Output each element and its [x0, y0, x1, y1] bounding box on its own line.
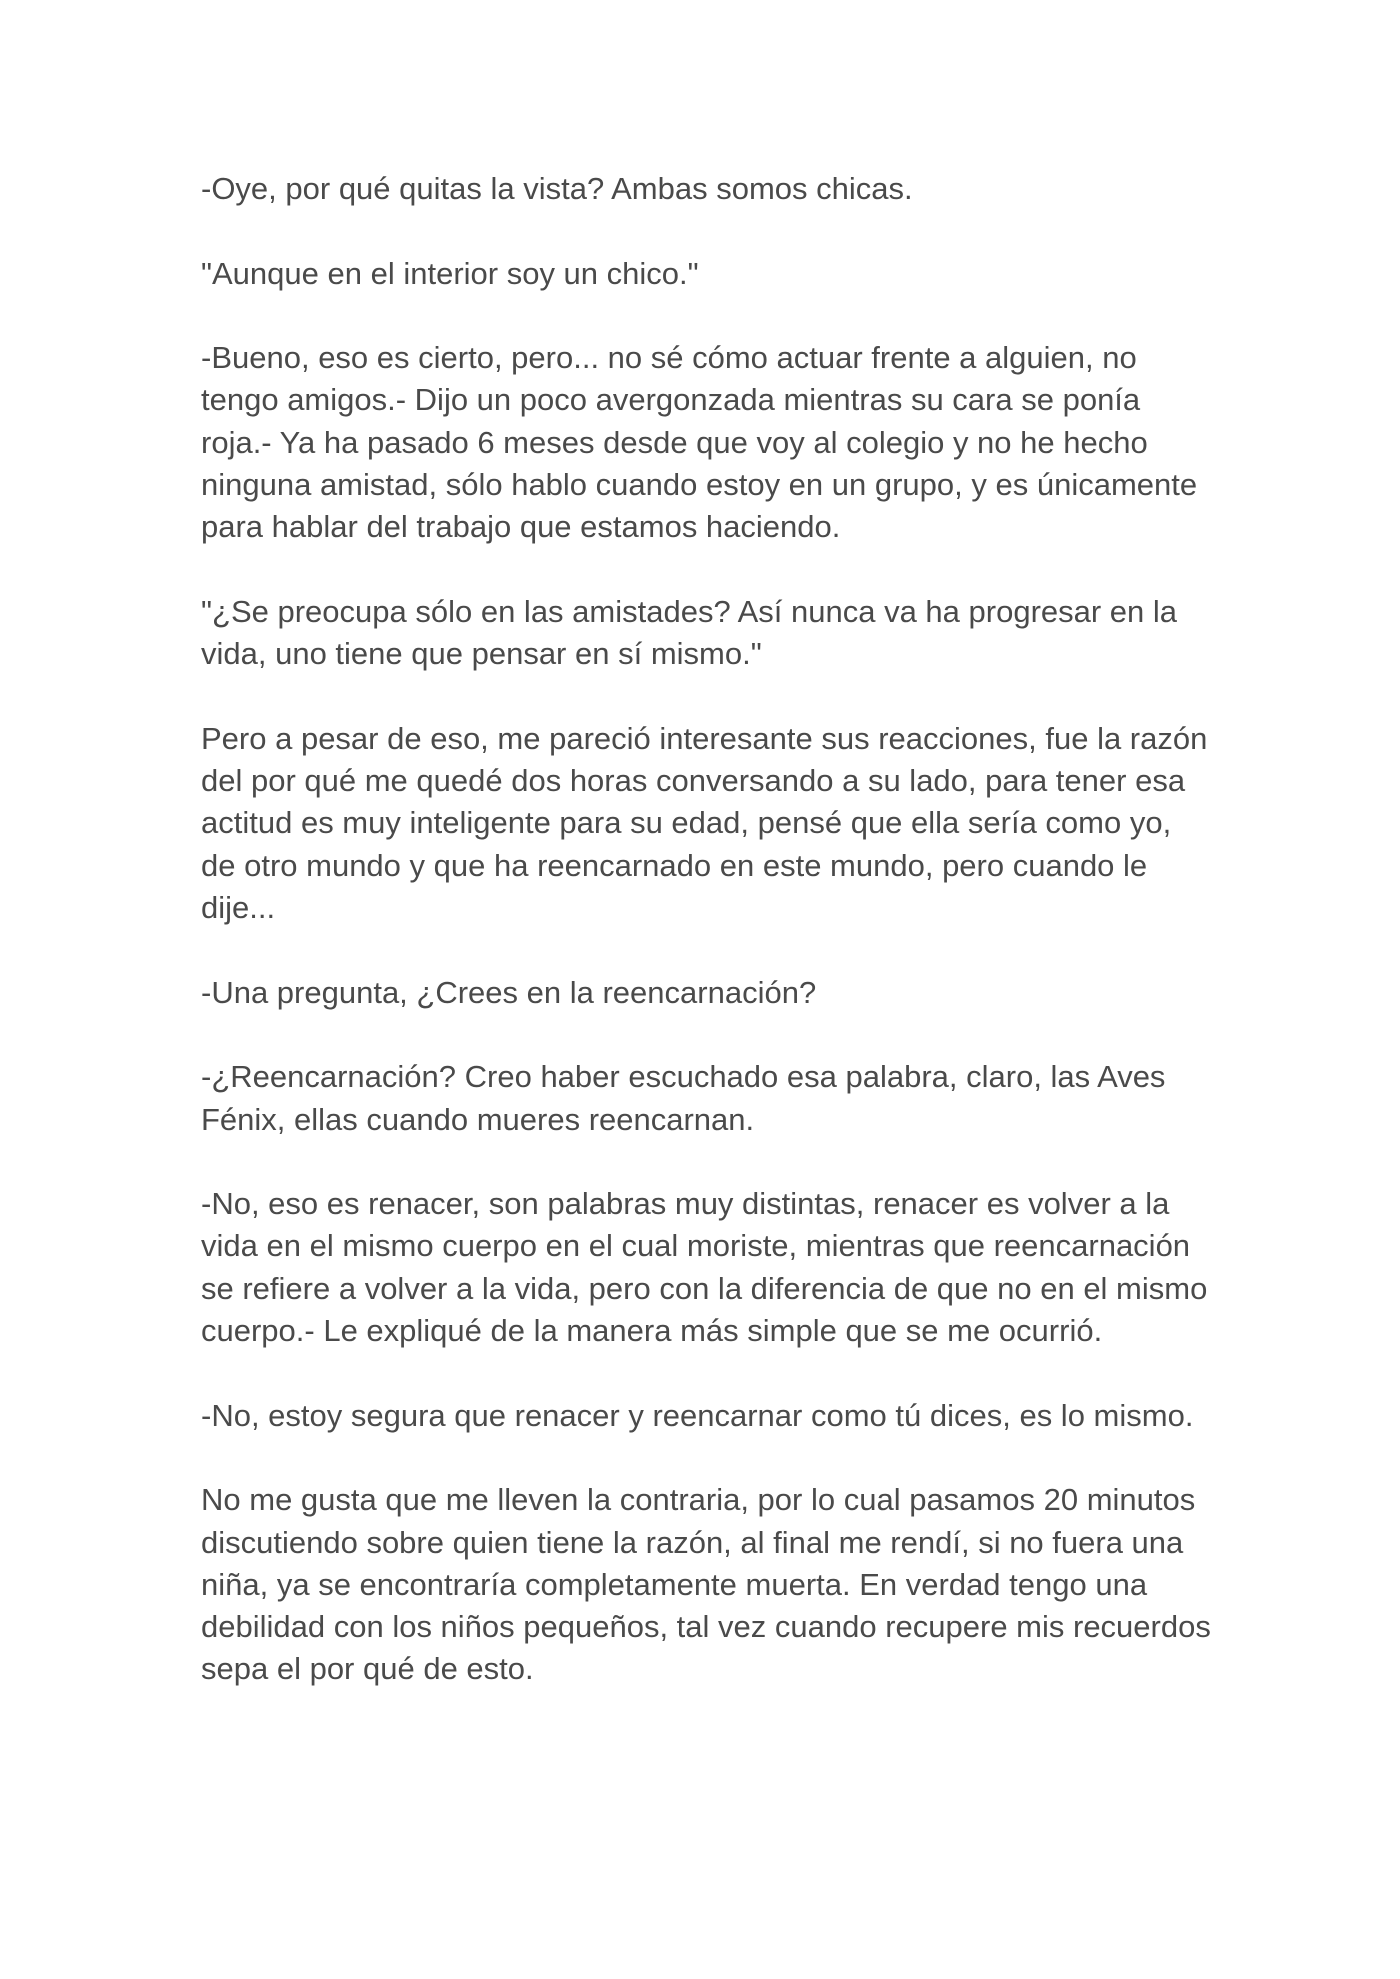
paragraph: -No, eso es renacer, son palabras muy distintas, renacer es volver a la vida en el mismo cuerpo en el cual moriste, mientras que reencarnación se refiere a volver a la vida, pero con la diferencia de que no en el mismo cuerpo.- Le expliqué de la manera más simple que se me ocurrió.: [201, 1186, 1208, 1349]
paragraph: "Aunque en el interior soy un chico.": [201, 255, 699, 291]
paragraph: Pero a pesar de eso, me pareció interesante sus reacciones, fue la razón del por qué me quedé dos horas conversando a su lado, para tener esa actitud es muy inteligente para su edad, pensé que ella sería como yo, de otro mundo y que ha reencarnado en este mundo, pero cuando le dije...: [201, 720, 1208, 926]
paragraph: -¿Reencarnación? Creo haber escuchado esa palabra, claro, las Aves Fénix, ellas cuando mueres reencarnan.: [201, 1059, 1166, 1137]
paragraph: -Una pregunta, ¿Crees en la reencarnación?: [201, 974, 817, 1010]
paragraph: -Oye, por qué quitas la vista? Ambas somos chicas.: [201, 171, 913, 206]
paragraph: No me gusta que me lleven la contraria, por lo cual pasamos 20 minutos discutiendo sobre quien tiene la razón, al final me rendí, si no fuera una niña, ya se encontraría completamente muerta. En verdad tengo una debilidad con los niños pequeños, tal vez cuando recupere mis recuerdos sepa el por qué de esto.: [201, 1482, 1211, 1687]
paragraph: "¿Se preocupa sólo en las amistades? Así nunca va ha progresar en la vida, uno tiene que pensar en sí mismo.": [201, 593, 1178, 672]
document-body: [201, 168, 1211, 1691]
paragraph: -No, estoy segura que renacer y reencarnar como tú dices, es lo mismo.: [201, 1397, 1194, 1433]
paragraph: -Bueno, eso es cierto, pero... no sé cómo actuar frente a alguien, no tengo amigos.- Dijo un poco avergonzada mientras su cara se ponía roja.- Ya ha pasado 6 meses desde que voy al colegio y no he hecho ninguna amistad, sólo hablo cuando estoy en un grupo, y es únicamente para hablar del trabajo que estamos haciendo.: [201, 340, 1198, 545]
